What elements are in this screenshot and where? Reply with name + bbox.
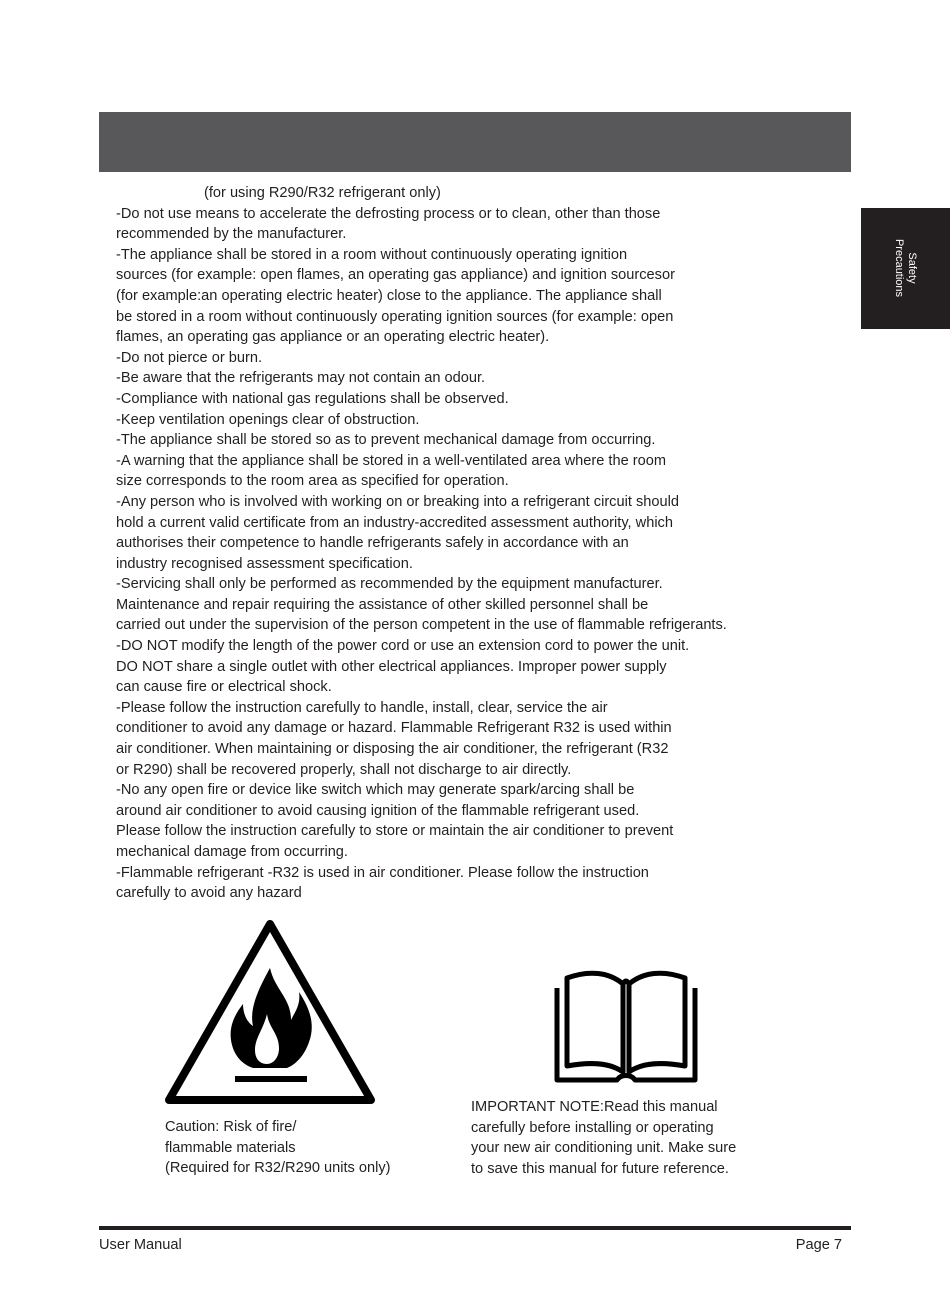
- side-tab-label-line1: Safety: [906, 252, 918, 284]
- section-header-bar: [99, 112, 851, 172]
- body-line: -No any open fire or device like switch which may generate spark/arcing shall be: [116, 782, 635, 799]
- body-line: DO NOT share a single outlet with other electrical appliances. Improper power supply: [116, 658, 667, 675]
- caption-line: (Required for R32/R290 units only): [165, 1160, 391, 1177]
- caption-line: carefully before installing or operating: [471, 1119, 714, 1136]
- body-line: or R290) shall be recovered properly, shall not discharge to air directly.: [116, 761, 572, 778]
- body-line: carried out under the supervision of the person competent in the use of flammable refrigerants.: [116, 617, 727, 634]
- body-line: Maintenance and repair requiring the assistance of other skilled personnel shall be: [116, 596, 649, 613]
- section-side-tab: [861, 208, 950, 329]
- body-line: carefully to avoid any hazard: [116, 885, 302, 902]
- body-line: conditioner to avoid any damage or hazard. Flammable Refrigerant R32 is used within: [116, 720, 672, 737]
- body-line: air conditioner. When maintaining or disposing the air conditioner, the refrigerant (R32: [116, 741, 669, 758]
- body-line: -Be aware that the refrigerants may not contain an odour.: [116, 370, 486, 387]
- caption-line: to save this manual for future reference.: [471, 1160, 729, 1177]
- caption-line: Caution: Risk of fire/: [165, 1119, 297, 1135]
- body-line: authorises their competence to handle refrigerants safely in accordance with an: [116, 535, 629, 552]
- important-note-caption: [471, 1097, 736, 1179]
- caption-line: flammable materials: [165, 1139, 296, 1156]
- body-line: -Flammable refrigerant -R32 is used in air conditioner. Please follow the instruction: [116, 864, 649, 881]
- body-line: -Compliance with national gas regulations shall be observed.: [116, 390, 509, 407]
- body-line: -Do not use means to accelerate the defrosting process or to clean, other than those: [116, 205, 661, 222]
- body-line: -A warning that the appliance shall be stored in a well-ventilated area where the room: [116, 452, 667, 469]
- body-line: -Please follow the instruction carefully to handle, install, clear, service the air: [116, 699, 608, 716]
- body-line: be stored in a room without continuously operating ignition sources (for example: open: [116, 308, 674, 325]
- body-line: sources (for example: open flames, an operating gas appliance) and ignition sourcesor: [116, 267, 675, 284]
- body-line: -The appliance shall be stored so as to prevent mechanical damage from occurring.: [116, 432, 656, 449]
- footer-doc-title: User Manual: [99, 1237, 182, 1253]
- open-book-icon: [553, 958, 699, 1084]
- caption-line: IMPORTANT NOTE:Read this manual: [471, 1099, 718, 1115]
- body-line: recommended by the manufacturer.: [116, 226, 347, 243]
- safety-instructions-text: [116, 183, 836, 904]
- body-line: industry recognised assessment specification.: [116, 555, 413, 572]
- caption-line: your new air conditioning unit. Make sure: [471, 1140, 737, 1157]
- body-line: (for example:an operating electric heater) close to the appliance. The appliance shall: [116, 287, 662, 304]
- side-tab-label-line2: Precautions: [893, 238, 905, 298]
- flammable-warning-icon: [163, 918, 377, 1106]
- footer-page-number: Page 7: [795, 1237, 842, 1253]
- body-line: mechanical damage from occurring.: [116, 844, 348, 860]
- body-line: around air conditioner to avoid causing ignition of the flammable refrigerant used.: [116, 802, 640, 819]
- section-subtitle: (for using R290/R32 refrigerant only): [204, 185, 441, 201]
- body-line: -Keep ventilation openings clear of obstruction.: [116, 411, 420, 428]
- fire-warning-caption: [165, 1117, 391, 1179]
- body-line: can cause fire or electrical shock.: [116, 679, 332, 696]
- body-line: -DO NOT modify the length of the power cord or use an extension cord to power the unit.: [116, 638, 690, 655]
- side-tab-label: [892, 239, 918, 297]
- body-line: -The appliance shall be stored in a room without continuously operating ignition: [116, 246, 628, 263]
- body-line: -Do not pierce or burn.: [116, 349, 263, 366]
- footer-divider: [99, 1226, 851, 1230]
- body-line: flames, an operating gas appliance or an operating electric heater).: [116, 329, 550, 346]
- body-line: size corresponds to the room area as specified for operation.: [116, 473, 509, 490]
- body-line: hold a current valid certificate from an industry-accredited assessment authority, which: [116, 514, 673, 531]
- body-line: -Any person who is involved with working on or breaking into a refrigerant circuit should: [116, 493, 679, 510]
- body-line: -Servicing shall only be performed as recommended by the equipment manufacturer.: [116, 576, 663, 593]
- body-line: Please follow the instruction carefully to store or maintain the air conditioner to prevent: [116, 823, 674, 840]
